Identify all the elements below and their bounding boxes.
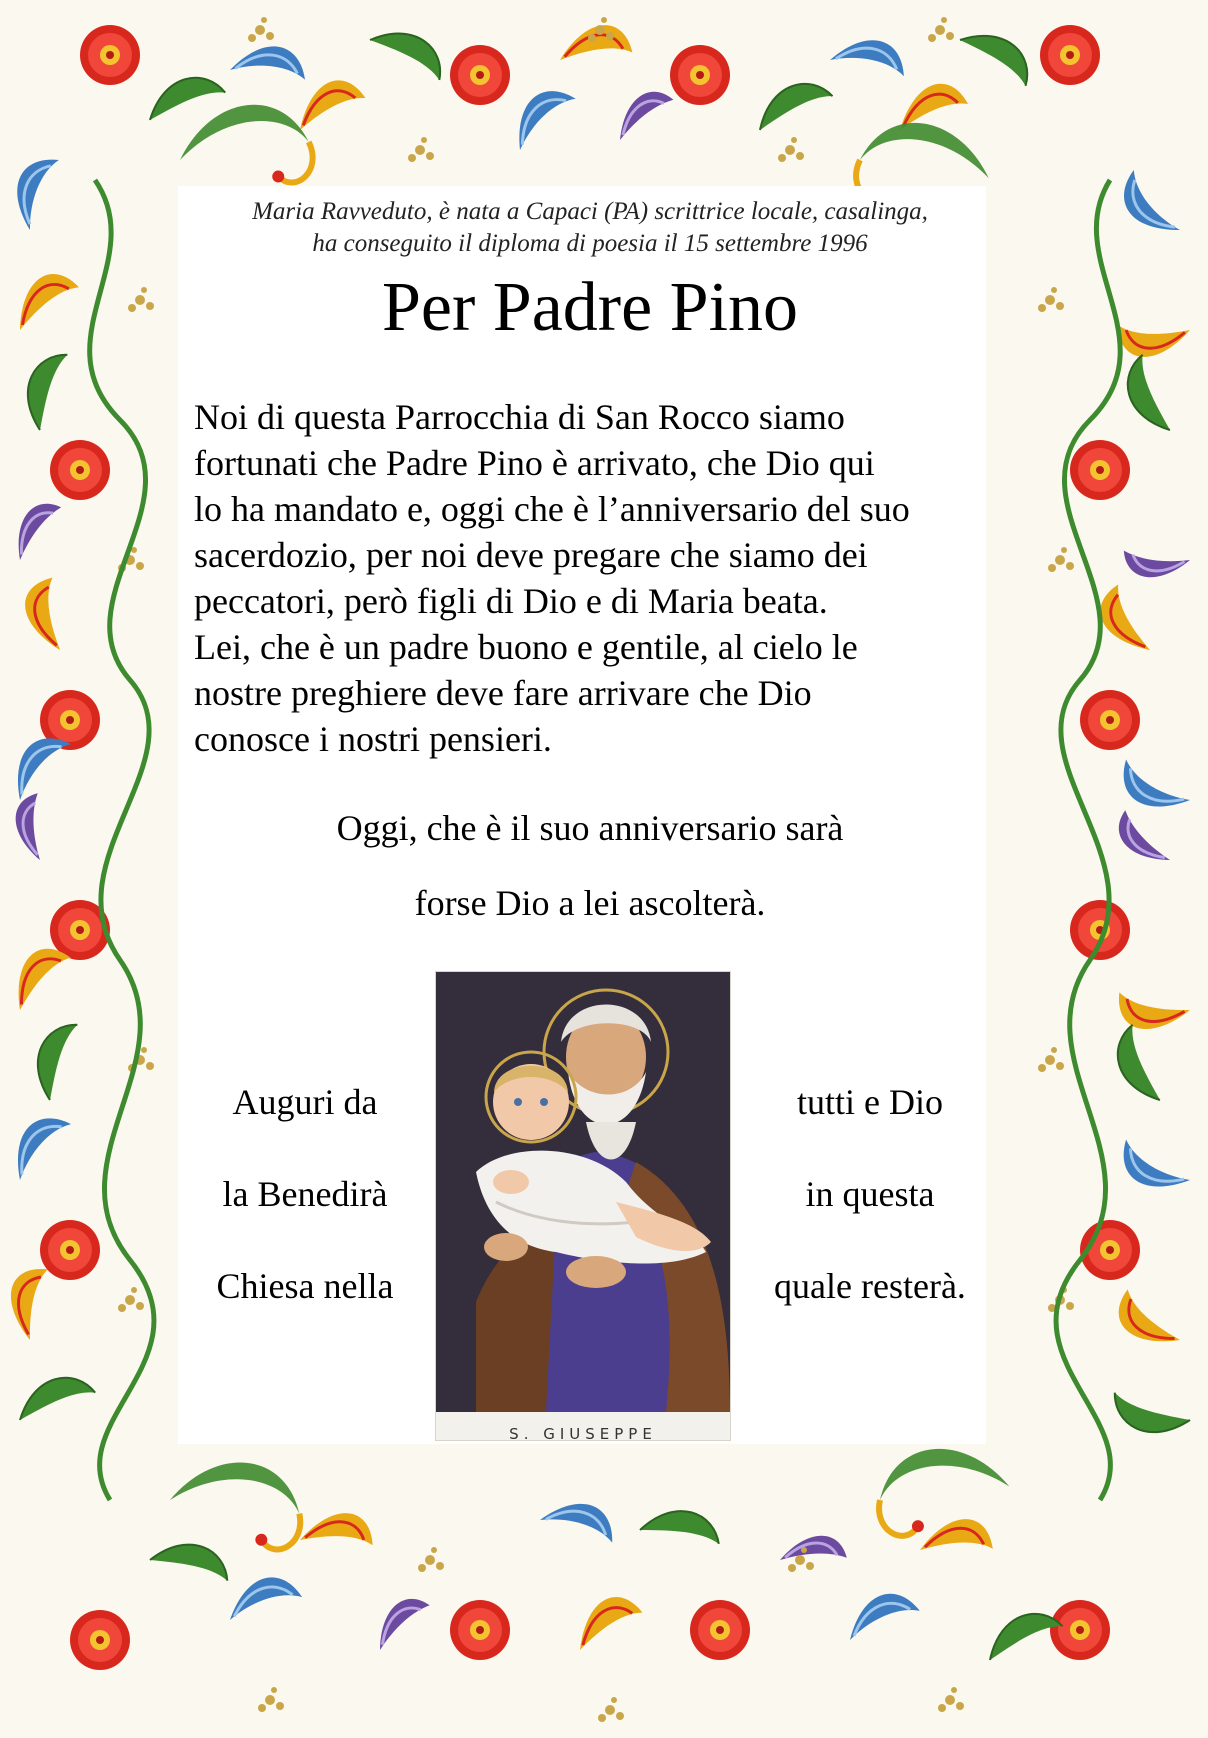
couplet-line: forse Dio a lei ascolterà. bbox=[414, 883, 766, 923]
saint-joseph-with-child-icon bbox=[436, 972, 730, 1412]
image-caption: S. GIUSEPPE bbox=[509, 1425, 657, 1443]
left-column-line: Auguri da bbox=[232, 1082, 378, 1122]
poem-line: lo ha mandato e, oggi che è l’anniversario del suo bbox=[194, 489, 910, 529]
poem-line: sacerdozio, per noi deve pregare che siamo dei bbox=[194, 535, 868, 575]
couplet-line: Oggi, che è il suo anniversario sarà bbox=[336, 808, 844, 848]
right-column-line: in questa bbox=[805, 1174, 935, 1214]
credit-line-1: Maria Ravveduto, è nata a Capaci (PA) scrittrice locale, casalinga, bbox=[252, 198, 928, 225]
left-text-column bbox=[200, 1080, 410, 1356]
poem-line: Noi di questa Parrocchia di San Rocco siamo bbox=[194, 397, 845, 437]
left-column-line: Chiesa nella bbox=[216, 1266, 394, 1306]
right-text-column bbox=[765, 1080, 975, 1356]
poem-line: Lei, che è un padre buono e gentile, al cielo le bbox=[194, 627, 858, 667]
right-column-line: tutti e Dio bbox=[797, 1082, 943, 1122]
poem-line: nostre preghiere deve fare arrivare che Dio bbox=[194, 673, 812, 713]
left-column-line: la Benedirà bbox=[222, 1174, 388, 1214]
right-column-line: quale resterà. bbox=[774, 1266, 966, 1306]
poem-line: conosce i nostri pensieri. bbox=[194, 719, 552, 759]
poem-couplet bbox=[194, 805, 986, 955]
author-credit bbox=[190, 196, 990, 260]
credit-line-2: ha conseguito il diploma di poesia il 15 settembre 1996 bbox=[312, 230, 868, 257]
poem-line: peccatori, però figli di Dio e di Maria beata. bbox=[194, 581, 828, 621]
poem-paragraph bbox=[194, 394, 986, 762]
poem-line: fortunati che Padre Pino è arrivato, che Dio qui bbox=[194, 443, 875, 483]
poem-title: Per Padre Pino bbox=[381, 269, 799, 346]
saint-joseph-image bbox=[436, 972, 730, 1440]
